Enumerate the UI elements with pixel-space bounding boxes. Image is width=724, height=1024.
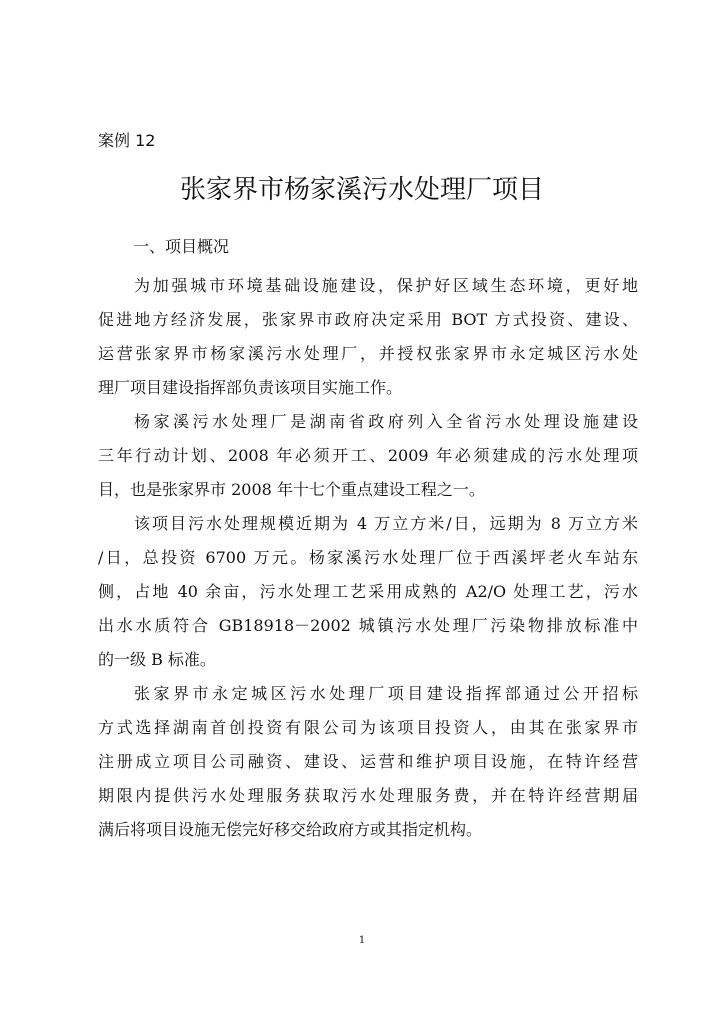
paragraph-line: 期限内提供污水处理服务获取污水处理服务费，并在特许经营期届 — [98, 786, 638, 805]
paragraph-line: 杨家溪污水处理厂是湖南省政府列入全省污水处理设施建设 — [134, 412, 638, 431]
case-label: 案例 12 — [98, 131, 156, 150]
paragraph-line: 理厂项目建设指挥部负责该项目实施工作。 — [98, 378, 403, 397]
paragraph-line: 该项目污水处理规模近期为 4 万立方米/日，远期为 8 万立方米 — [134, 514, 638, 533]
paragraph-line: /日，总投资 6700 万元。杨家溪污水处理厂位于西溪坪老火车站东 — [98, 548, 638, 567]
paragraph-line: 张家界市永定城区污水处理厂项目建设指挥部通过公开招标 — [134, 684, 638, 703]
paragraph-line: 为加强城市环境基础设施建设，保护好区域生态环境，更好地 — [134, 276, 638, 295]
paragraph-line: 满后将项目设施无偿完好移交给政府方或其指定机构。 — [98, 820, 483, 839]
paragraph-line: 的一级 B 标准。 — [98, 650, 216, 669]
body-text — [98, 269, 638, 847]
paragraph-line: 运营张家界市杨家溪污水处理厂，并授权张家界市永定城区污水处 — [98, 344, 638, 363]
paragraph-line: 方式选择湖南首创投资有限公司为该项目投资人，由其在张家界市 — [98, 718, 638, 737]
document-title: 张家界市杨家溪污水处理厂项目 — [179, 175, 544, 205]
paragraph-line: 出水水质符合 GB18918－2002 城镇污水处理厂污染物排放标准中 — [98, 616, 638, 635]
page-number: 1 — [358, 935, 366, 946]
section-heading: 一、项目概况 — [133, 237, 230, 256]
paragraph-line: 三年行动计划、2008 年必须开工、2009 年必须建成的污水处理项 — [98, 446, 638, 465]
paragraph-line: 目，也是张家界市 2008 年十七个重点建设工程之一。 — [98, 480, 485, 499]
paragraph-line: 侧，占地 40 余亩，污水处理工艺采用成熟的 A2/O 处理工艺，污水 — [98, 582, 638, 601]
paragraph-line: 促进地方经济发展，张家界市政府决定采用 BOT 方式投资、建设、 — [98, 310, 638, 329]
paragraph-line: 注册成立项目公司融资、建设、运营和维护项目设施，在特许经营 — [98, 752, 638, 771]
